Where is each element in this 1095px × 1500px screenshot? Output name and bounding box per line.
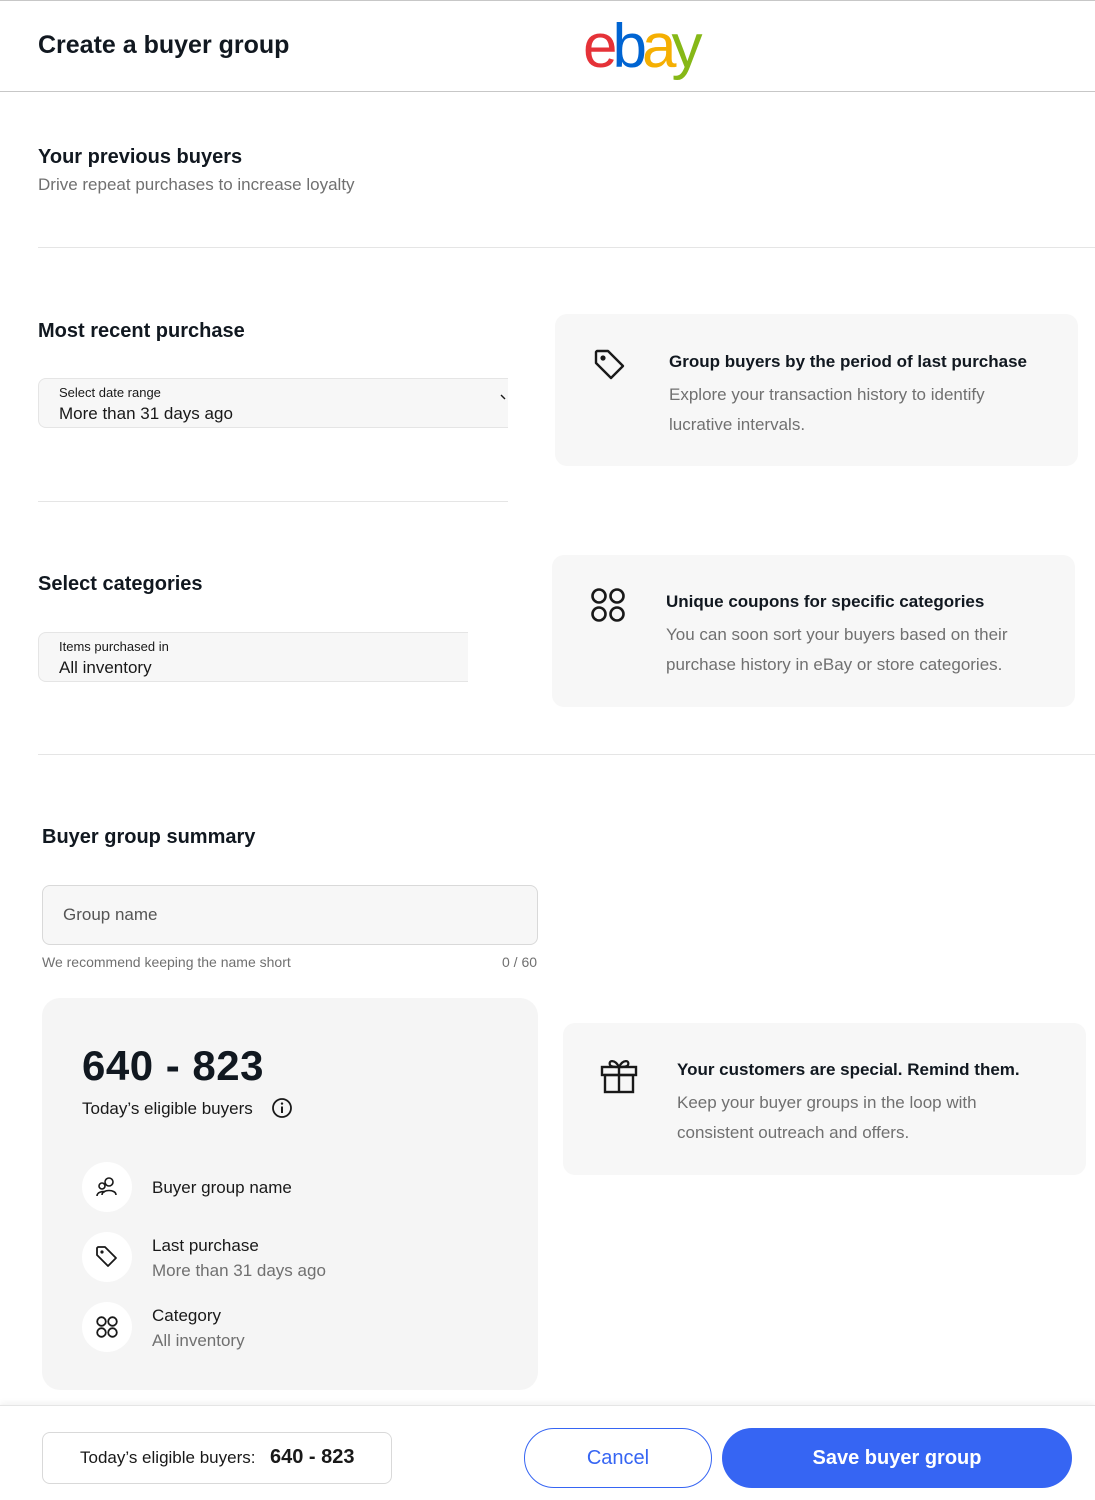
info-card-title: Group buyers by the period of last purchase (669, 352, 1028, 371)
group-name-input[interactable] (43, 886, 537, 944)
categories-title: Select categories (38, 573, 203, 595)
summary-row-title: Buyer group name (152, 1178, 292, 1197)
logo-letter-b: b (612, 15, 642, 81)
category-select-value: All inventory (59, 658, 152, 677)
info-card-text-line2: purchase history in eBay or store categories. (666, 655, 1003, 674)
logo-letter-y: y (671, 15, 698, 81)
tag-icon-badge (82, 1232, 132, 1282)
intro-title: Your previous buyers (38, 146, 243, 168)
people-icon (94, 1174, 120, 1200)
save-buyer-group-button[interactable]: Save buyer group (722, 1428, 1072, 1488)
eligible-buyers-label: Today’s eligible buyers (82, 1099, 253, 1118)
page-title: Create a buyer group (38, 31, 290, 59)
logo-letter-e: e (583, 15, 613, 81)
svg-text:ebay (583, 15, 702, 81)
info-card-text-line1: Explore your transaction history to identify (669, 385, 985, 404)
divider (38, 247, 1095, 248)
footer-bar (0, 1405, 1095, 1500)
summary-card (42, 998, 538, 1390)
divider (38, 501, 508, 502)
eligible-buyers-range: 640 - 823 (82, 1042, 264, 1089)
info-card-text-line2: lucrative intervals. (669, 415, 806, 434)
date-range-select[interactable] (38, 378, 508, 428)
group-name-char-count: 0 / 60 (502, 954, 538, 970)
group-name-field[interactable] (42, 885, 538, 945)
info-card-text-line1: You can soon sort your buyers based on their (666, 625, 1008, 644)
footer-eligible-value: 640 - 823 (270, 1446, 355, 1468)
intro-subtitle: Drive repeat purchases to increase loyalty (38, 175, 355, 194)
category-grid-icon-badge (82, 1302, 132, 1352)
summary-row-value: More than 31 days ago (152, 1261, 326, 1280)
page-header (0, 0, 1095, 92)
info-card-text-line2: consistent outreach and offers. (677, 1123, 910, 1142)
people-icon-badge (82, 1162, 132, 1212)
chevron-down-icon (500, 393, 508, 401)
info-card-text-line1: Keep your buyer groups in the loop with (677, 1093, 977, 1112)
summary-row-value: All inventory (152, 1331, 245, 1350)
category-select-label: Items purchased in (59, 639, 169, 654)
summary-title: Buyer group summary (42, 826, 256, 848)
info-card-title: Unique coupons for specific categories (666, 592, 985, 611)
logo-letter-a: a (641, 15, 672, 81)
info-icon[interactable] (271, 1097, 293, 1119)
cancel-button[interactable]: Cancel (524, 1428, 712, 1488)
summary-row-title: Category (152, 1306, 221, 1325)
category-grid-icon (588, 585, 628, 625)
recent-purchase-title: Most recent purchase (38, 320, 245, 342)
info-card-categories (552, 555, 1075, 707)
info-card-title: Your customers are special. Remind them. (677, 1060, 1020, 1079)
group-name-helper: We recommend keeping the name short (42, 954, 291, 970)
category-select[interactable] (38, 632, 468, 682)
footer-eligible-label: Today’s eligible buyers: (80, 1448, 256, 1467)
date-range-value: More than 31 days ago (59, 404, 233, 423)
gift-icon (599, 1055, 639, 1095)
info-card-reminder (563, 1023, 1086, 1175)
date-range-label: Select date range (59, 385, 161, 400)
summary-row-title: Last purchase (152, 1236, 259, 1255)
tag-icon (589, 344, 629, 384)
tag-icon (94, 1244, 120, 1270)
footer-eligible-box (42, 1432, 392, 1484)
info-card-last-purchase (555, 314, 1078, 466)
ebay-logo (583, 15, 743, 87)
divider (38, 754, 1095, 755)
category-grid-icon (94, 1314, 120, 1340)
